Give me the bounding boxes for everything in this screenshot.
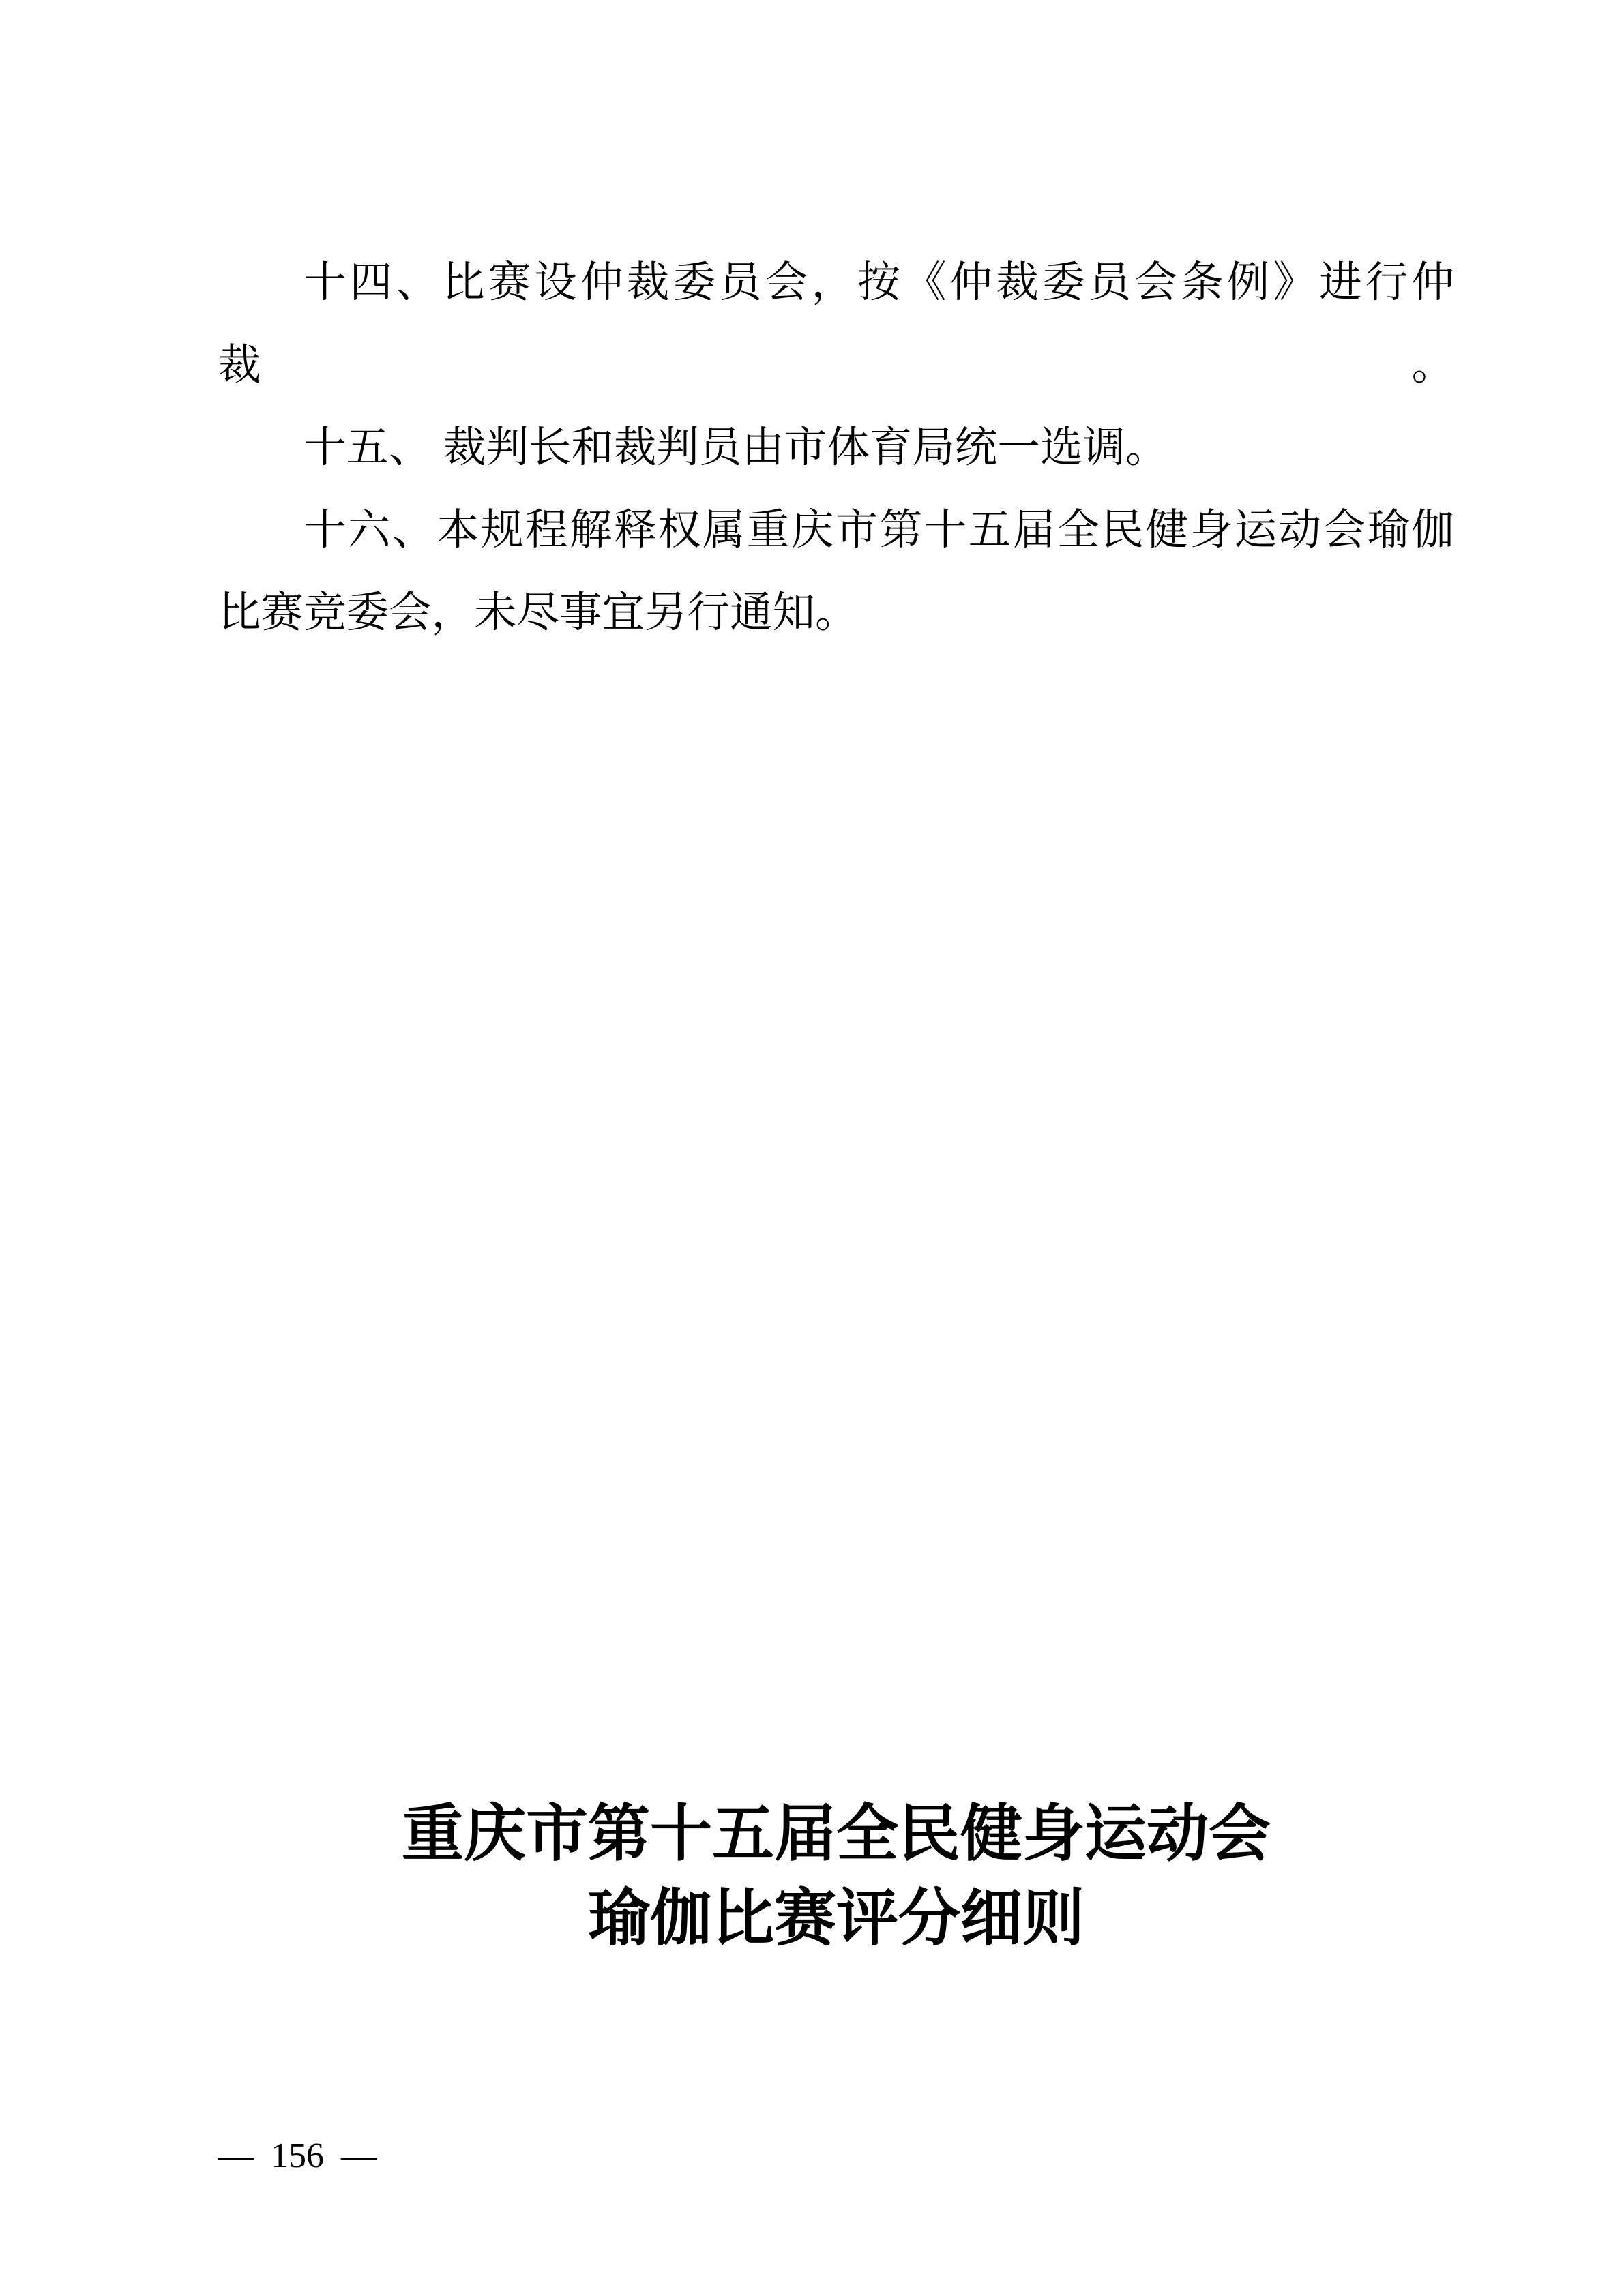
paragraph-16: [218, 489, 1454, 654]
page-number: — 156 —: [218, 2136, 377, 2175]
body-text: [218, 241, 1454, 654]
section-title: [218, 1792, 1454, 1961]
section-title-line-2: 瑜伽比赛评分细则: [587, 1884, 1084, 1953]
paragraph-15: [218, 406, 1454, 489]
paragraph-line: 比赛竞委会，未尽事宜另行通知。: [218, 588, 858, 636]
paragraph-line: 十六、本规程解释权属重庆市第十五届全民健身运动会瑜伽: [304, 506, 1454, 554]
paragraph-line: 十四、比赛设仲裁委员会，按《仲裁委员会条例》进行仲裁。: [218, 258, 1454, 389]
paragraph-14: [218, 241, 1454, 406]
paragraph-line: 十五、 裁判长和裁判员由市体育局统一选调。: [304, 423, 1168, 471]
section-title-line-1: 重庆市第十五届全民健身运动会: [401, 1800, 1271, 1868]
